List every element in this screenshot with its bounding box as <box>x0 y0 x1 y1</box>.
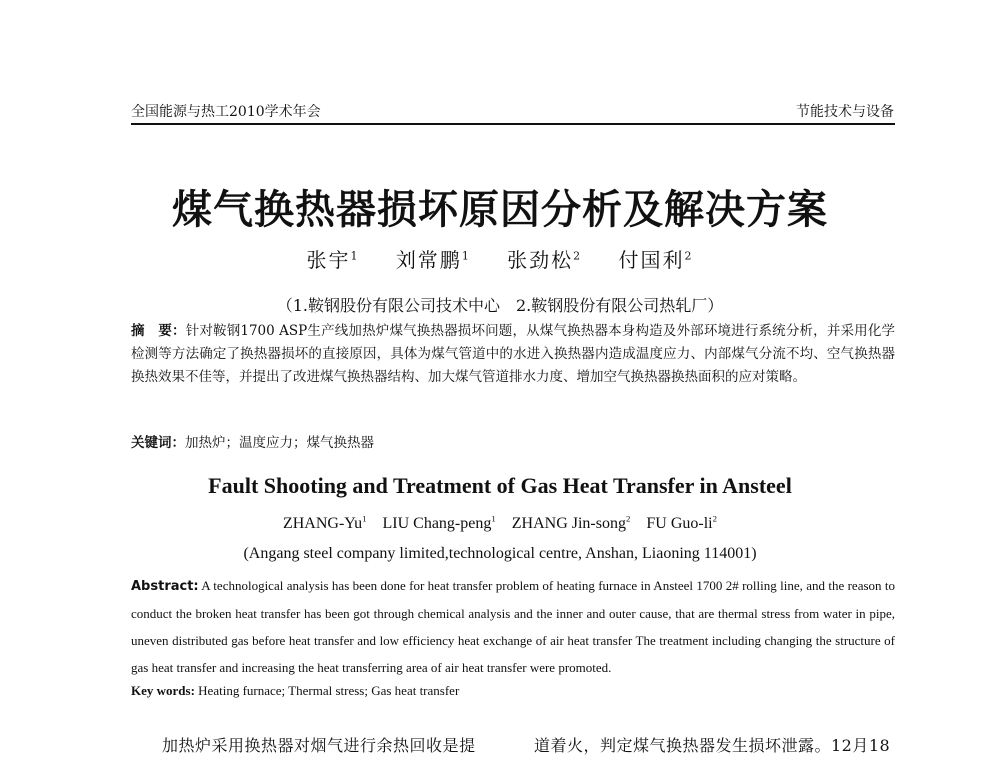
keywords-label-en: Key words: <box>131 683 195 698</box>
author-cn: 付国利$^2$ <box>618 248 694 272</box>
paper-title-en: Fault Shooting and Treatment of Gas Heat Transfer in Ansteel <box>208 473 792 498</box>
running-header-right: 节能技术与设备 <box>796 104 894 120</box>
author-list-en <box>0 515 1000 533</box>
running-header-left: 全国能源与热工2010学术年会 <box>131 104 321 120</box>
abstract-label-cn: 摘 要： <box>131 323 186 339</box>
author-list-cn <box>0 244 1000 273</box>
abstract-text-en: A technological analysis has been done for heat transfer problem of heating furnace in Ansteel 1700 2# rolling line, and the reason to conduct the broken heat transfer has been got through chemical analysis and the inner and outer cause, that are thermal stress from water in pipe, uneven distributed gas before heat transfer and low efficiency heat exchange of air heat transfer The treatment including changing the structure of gas heat transfer and increasing the heat transferring area of air heat transfer were promoted. <box>131 578 895 675</box>
author-en: LIU Chang-peng$^1$ <box>382 513 496 532</box>
author-cn: 张劲松$^2$ <box>507 248 583 272</box>
author-en: ZHANG Jin-song$^2$ <box>511 513 631 532</box>
author-cn: 刘常鹏$^1$ <box>395 248 471 272</box>
author-en: ZHANG-Yu$^1$ <box>282 513 367 532</box>
keywords-label-cn: 关键词： <box>131 435 185 451</box>
affiliation-cn: （1.鞍钢股份有限公司技术中心 2.鞍钢股份有限公司热轧厂） <box>276 296 724 315</box>
keywords-cn <box>131 431 374 451</box>
abstract-cn <box>131 320 895 389</box>
abstract-label-en: Abstract: <box>131 579 199 594</box>
body-text-left-column: 加热炉采用换热器对烟气进行余热回收是提 <box>162 736 476 755</box>
author-en: FU Guo-$li^2$ <box>646 513 718 532</box>
affiliation-en: (Angang steel company limited,technological centre, Anshan, Liaoning 114001) <box>243 545 757 562</box>
header-rule <box>131 123 895 125</box>
abstract-text-cn: 针对鞍钢1700 ASP生产线加热炉煤气换热器损坏问题，从煤气换热器本身构造及外部环境进行系统分析，并采用化学检测等方法确定了换热器损坏的直接原因，具体为煤气管道中的水进入换热器内造成温度应力、内部煤气分流不均、空气换热器换热效果不佳等，并提出了改进煤气换热器结构、加大煤气管道排水力度、增加空气换热器换热面积的应对策略。 <box>131 323 896 385</box>
body-text-right-column: 道着火，判定煤气换热器发生损坏泄露。12月18 <box>534 736 891 755</box>
keywords-text-cn: 加热炉；温度应力；煤气换热器 <box>185 435 374 451</box>
keywords-text-en: Heating furnace; Thermal stress; Gas heat transfer <box>198 683 460 698</box>
author-cn: 张宇$^1$ <box>306 248 360 272</box>
paper-title-cn: 煤气换热器损坏原因分析及解决方案 <box>172 187 828 233</box>
abstract-en <box>131 572 895 681</box>
keywords-en <box>131 683 459 699</box>
